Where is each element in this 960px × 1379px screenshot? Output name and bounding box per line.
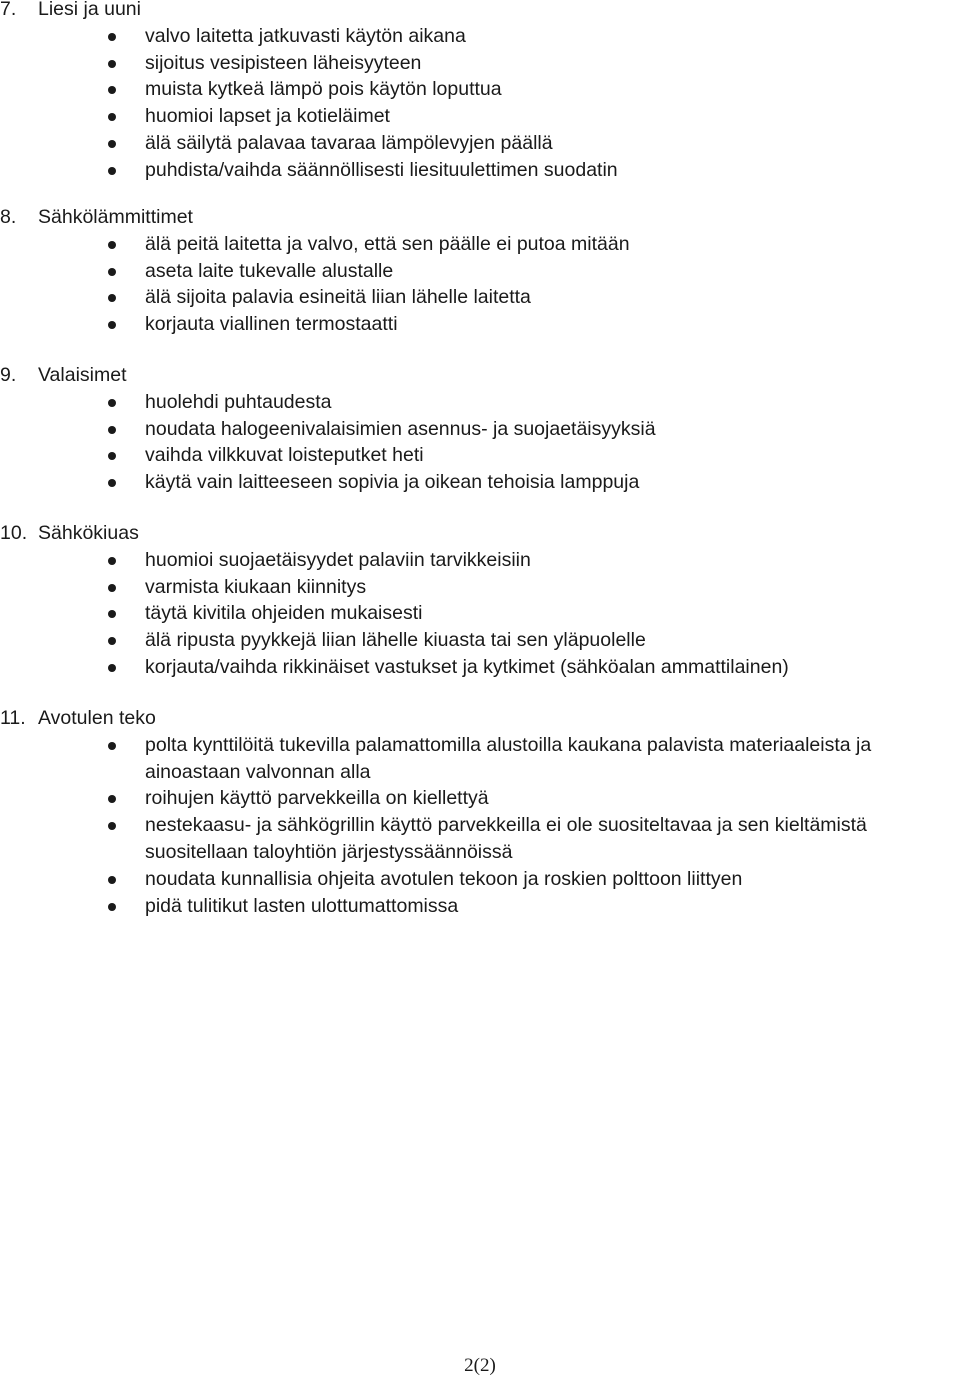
bullet-icon (108, 822, 116, 830)
bullet-icon (108, 399, 116, 407)
section-heading (0, 705, 960, 732)
list-item: älä sijoita palavia esineitä liian lähelle laitetta (0, 284, 960, 311)
list-item: älä peitä laitetta ja valvo, että sen päälle ei putoa mitään (0, 231, 960, 258)
bullet-icon (108, 426, 116, 434)
list-item: täytä kivitila ohjeiden mukaisesti (0, 600, 960, 627)
bullet-icon (108, 903, 116, 911)
list-item: pidä tulitikut lasten ulottumattomissa (0, 893, 960, 920)
bullet-icon (108, 479, 116, 487)
list-item: korjauta/vaihda rikkinäiset vastukset ja kytkimet (sähköalan ammattilainen) (0, 654, 960, 681)
bullet-icon (108, 294, 116, 302)
list-item: aseta laite tukevalle alustalle (0, 258, 960, 285)
list-item: muista kytkeä lämpö pois käytön loputtua (0, 76, 960, 103)
section-9 (0, 362, 960, 496)
bullet-icon (108, 268, 116, 276)
list-item: polta kynttilöitä tukevilla palamattomilla alustoilla kaukana palavista materiaaleista ja ainoastaan valvonnan alla (0, 732, 960, 786)
list-item: valvo laitetta jatkuvasti käytön aikana (0, 23, 960, 50)
list-item: älä säilytä palavaa tavaraa lämpölevyjen päällä (0, 130, 960, 157)
list-item: puhdista/vaihda säännöllisesti liesituulettimen suodatin (0, 157, 960, 184)
bullet-icon (108, 113, 116, 121)
section-title: Sähkölämmittimet (38, 206, 193, 228)
list-item: varmista kiukaan kiinnitys (0, 574, 960, 601)
list-item: korjauta viallinen termostaatti (0, 311, 960, 338)
list-item: roihujen käyttö parvekkeilla on kiellettyä (0, 785, 960, 812)
list-item: huolehdi puhtaudesta (0, 389, 960, 416)
section-10 (0, 520, 960, 681)
list-item: sijoitus vesipisteen läheisyyteen (0, 50, 960, 77)
section-number: 10. (0, 522, 28, 544)
bullet-icon (108, 33, 116, 41)
bullet-icon (108, 795, 116, 803)
section-heading (0, 520, 960, 547)
bullet-icon (108, 637, 116, 645)
bullet-icon (108, 876, 116, 884)
list-item: huomioi lapset ja kotieläimet (0, 103, 960, 130)
list-item: vaihda vilkkuvat loisteputket heti (0, 442, 960, 469)
section-title: Avotulen teko (38, 707, 156, 729)
list-item: älä ripusta pyykkejä liian lähelle kiuasta tai sen yläpuolelle (0, 627, 960, 654)
bullet-icon (108, 557, 116, 565)
bullet-icon (108, 610, 116, 618)
bullet-icon (108, 60, 116, 68)
section-number: 9. (0, 364, 17, 386)
list-item: noudata kunnallisia ohjeita avotulen tekoon ja roskien polttoon liittyen (0, 866, 960, 893)
section-number: 8. (0, 206, 17, 228)
bullet-icon (108, 664, 116, 672)
section-heading (0, 204, 960, 231)
section-title: Valaisimet (38, 364, 127, 386)
section-number: 7. (0, 0, 17, 20)
section-8 (0, 204, 960, 338)
list-item: huomioi suojaetäisyydet palaviin tarvikkeisiin (0, 547, 960, 574)
bullet-icon (108, 167, 116, 175)
bullet-icon (108, 742, 116, 750)
bullet-icon (108, 140, 116, 148)
bullet-icon (108, 321, 116, 329)
bullet-icon (108, 452, 116, 460)
bullet-icon (108, 86, 116, 94)
section-7 (0, 0, 960, 184)
section-title: Sähkökiuas (38, 522, 139, 544)
bullet-icon (108, 241, 116, 249)
list-item: käytä vain laitteeseen sopivia ja oikean tehoisia lamppuja (0, 469, 960, 496)
section-11 (0, 705, 960, 919)
list-item: noudata halogeenivalaisimien asennus- ja suojaetäisyyksiä (0, 416, 960, 443)
section-number: 11. (0, 707, 26, 729)
section-heading (0, 362, 960, 389)
list-item: nestekaasu- ja sähkögrillin käyttö parvekkeilla ei ole suositeltavaa ja sen kieltämistä suositellaan taloyhtiön järjestyssäännöissä (0, 812, 960, 866)
section-title: Liesi ja uuni (38, 0, 141, 20)
section-heading (0, 0, 960, 23)
page-number: 2(2) (464, 1355, 496, 1376)
bullet-icon (108, 584, 116, 592)
